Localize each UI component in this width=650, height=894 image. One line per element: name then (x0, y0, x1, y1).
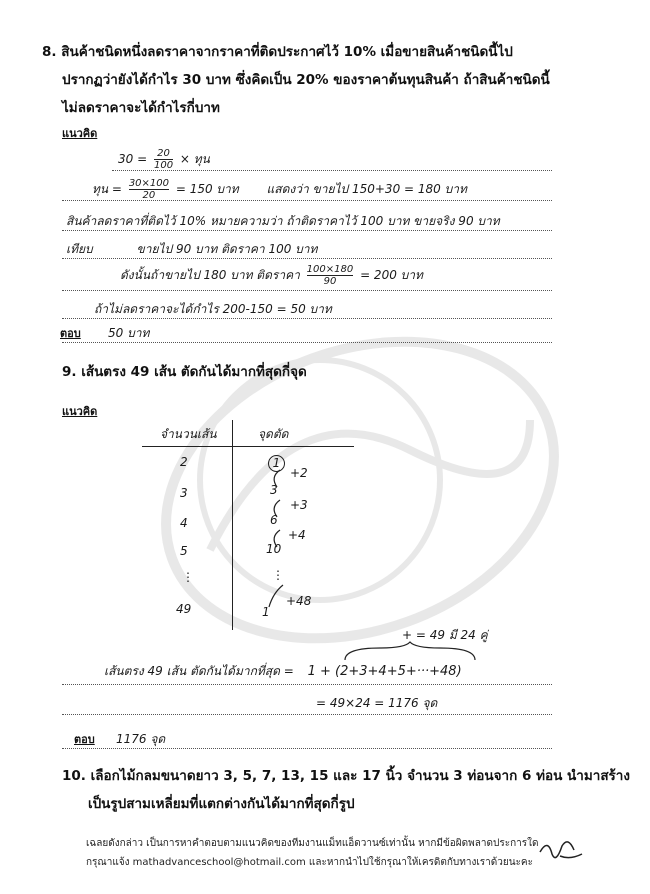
q8-work-1: 30 = $\frac{20}{100}$ × ทุน (118, 148, 210, 171)
q10-line1: 10. เลือกไม้กลมขนาดยาว 3, 5, 7, 13, 15 และ 17 นิ้ว จำนวน 3 ท่อนจาก 6 ท่อน นำมาสร้าง (62, 768, 630, 784)
lines-value: 49 (176, 602, 192, 616)
signature (536, 834, 586, 868)
q8-line3: ไม่ลดราคาจะได้กำไรกี่บาท (62, 100, 220, 116)
footer-line1: เฉลยดังกล่าว เป็นการหาคำตอบตามแนวคิดของทีมงานแม็ทแอ็ดวานซ์เท่านั้น หากมีข้อผิดพลาดประการใด (86, 838, 539, 849)
increment-arrows (255, 465, 295, 615)
increment: +4 (288, 528, 306, 542)
points-value: 6 (270, 513, 278, 527)
increment: +2 (290, 466, 308, 480)
lines-value: ⋮ (182, 570, 194, 584)
col-lines-header: จำนวนเส้น (160, 427, 217, 441)
q9-equation-1: เส้นตรง 49 เส้น ตัดกันได้มากที่สุด = 1 + (2+3+4+5+···+48) (104, 664, 462, 679)
lines-value: 2 (180, 455, 188, 469)
q8-line2: ปรากฏว่ายังได้กำไร 30 บาท ซึ่งคิดเป็น 20% ของราคาต้นทุนสินค้า ถ้าสินค้าชนิดนี้ (62, 72, 550, 88)
q8-work-6: ถ้าไม่ลดราคาจะได้กำไร 200-150 = 50 บาท (94, 302, 332, 316)
points-value-circled: 1 (268, 455, 285, 472)
q8-answer: 50 บาท (108, 326, 150, 340)
lines-value: 4 (180, 516, 188, 530)
points-value: 10 (266, 542, 282, 556)
points-value: 3 (270, 483, 278, 497)
q8-approach-label: แนวคิด (62, 127, 98, 140)
q8-work-3: สินค้าลดราคาที่ติดไว้ 10% หมายความว่า ถ้าติดราคาไว้ 100 บาท ขายจริง 90 บาท (66, 214, 500, 228)
points-value: ⋮ (272, 568, 284, 582)
increment: +3 (290, 498, 308, 512)
pairs-note: + = 49 มี 24 คู่ (402, 628, 488, 642)
points-value: 1 (262, 605, 270, 619)
increment: +48 (286, 594, 312, 608)
q9-equation-2: = 49×24 = 1176 จุด (316, 696, 438, 710)
footer-line2: กรุณาแจ้ง mathadvanceschool@hotmail.com และหากนำไปใช้กรุณาให้เครดิตกับทางเราด้วยนะคะ (86, 857, 533, 868)
q8-answer-label: ตอบ (60, 327, 81, 340)
q8-work-4: เทียบ ขายไป 90 บาท ติดราคา 100 บาท (66, 242, 318, 256)
q8-line1: 8. สินค้าชนิดหนึ่งลดราคาจากราคาที่ติดประกาศไว้ 10% เมื่อขายสินค้าชนิดนี้ไป (42, 44, 513, 60)
lines-value: 3 (180, 486, 188, 500)
table-header-rule (142, 446, 354, 447)
q8-work-5: ดังนั้นถ้าขายไป 180 บาท ติดราคา $\frac{100\times 180}{90}$ = 200 บาท (120, 264, 423, 287)
q9-approach-label: แนวคิด (62, 405, 98, 418)
col-points-header: จุดตัด (258, 427, 289, 441)
q9-answer-label: ตอบ (74, 733, 95, 746)
pairing-brace (340, 640, 480, 662)
q8-work-2: ทุน = $\frac{30\times 100}{20}$ = 150 บาท แสดงว่า ขายไป 150+30 = 180 บาท (92, 178, 467, 201)
q9-answer: 1176 จุด (116, 732, 166, 746)
table-column-rule (232, 420, 233, 630)
q9-title: 9. เส้นตรง 49 เส้น ตัดกันได้มากที่สุดกี่จุด (62, 364, 307, 380)
lines-value: 5 (180, 544, 188, 558)
q10-line2: เป็นรูปสามเหลี่ยมที่แตกต่างกันได้มากที่สุดกี่รูป (88, 796, 355, 812)
